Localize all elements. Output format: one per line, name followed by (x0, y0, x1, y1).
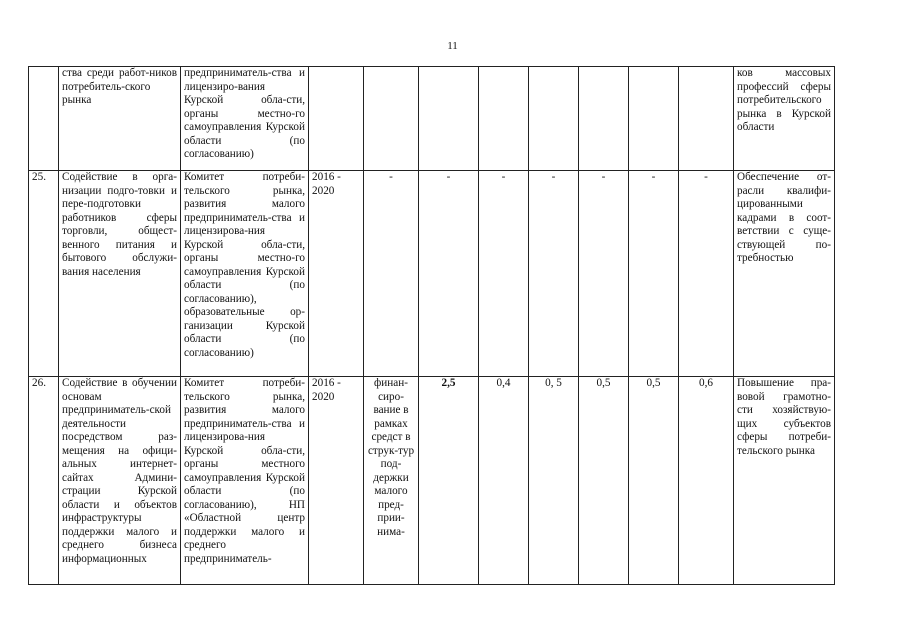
year-2017-cell (529, 67, 579, 171)
year-2016-cell: 0,4 (479, 377, 529, 585)
executors-cell: предприниматель-ства и лицензиро-вания Курской обла-сти, органы местно-го самоуправления Курской области (по согласованию) (181, 67, 309, 171)
year-2019-cell (629, 67, 679, 171)
funding-source-cell: - (364, 171, 419, 377)
year-2017-cell: - (529, 171, 579, 377)
total-cell: 2,5 (419, 377, 479, 585)
row-number: 25. (29, 171, 59, 377)
period-cell: 2016 - 2020 (309, 171, 364, 377)
program-measures-table (28, 66, 835, 585)
year-2020-cell (679, 67, 734, 171)
period-cell: 2016 - 2020 (309, 377, 364, 585)
year-2019-cell: - (629, 171, 679, 377)
table-row (29, 67, 835, 171)
activity-cell: ства среди работ-ников потребитель-ского рынка (59, 67, 181, 171)
total-cell (419, 67, 479, 171)
result-cell: Обеспечение от-расли квалифи-цированными кадрами в соот-ветствии с суще-ствующей по-требностью (734, 171, 835, 377)
year-2016-cell (479, 67, 529, 171)
result-cell: ков массовых профессий сферы потребительского рынка в Курской области (734, 67, 835, 171)
table-row (29, 171, 835, 377)
page-number: 11 (447, 40, 458, 52)
year-2016-cell: - (479, 171, 529, 377)
row-number: 26. (29, 377, 59, 585)
period-cell (309, 67, 364, 171)
year-2017-cell: 0, 5 (529, 377, 579, 585)
year-2018-cell (579, 67, 629, 171)
row-number (29, 67, 59, 171)
year-2018-cell: - (579, 171, 629, 377)
year-2019-cell: 0,5 (629, 377, 679, 585)
activity-cell: Содействие в орга-низации подго-товки и пере-подготовки работников сферы торговли, общест-венного питания и бытового обслужи-вания населения (59, 171, 181, 377)
result-cell: Повышение пра-вовой грамотно-сти хозяйствую-щих субъектов сферы потреби-тельского рынка (734, 377, 835, 585)
table-row (29, 377, 835, 585)
activity-cell: Содействие в обучении основам предприниматель-ской деятельности посредством раз-мещения на офици-альных интернет-сайтах Админи-страции Курской области и объектов инфраструктуры поддержки малого и среднего бизнеса информационных (59, 377, 181, 585)
funding-source-cell: финан-сиро-вание в рамках средст в струк-тур под-держки малого пред-прии-нима- (364, 377, 419, 585)
executors-cell: Комитет потреби-тельского рынка, развития малого предприниматель-ства и лицензирова-ния Курской обла-сти, органы местного самоуправления Курской области (по согласованию), НП «Областной центр поддержки малого и среднего предприниматель- (181, 377, 309, 585)
year-2020-cell: - (679, 171, 734, 377)
year-2018-cell: 0,5 (579, 377, 629, 585)
total-cell: - (419, 171, 479, 377)
executors-cell: Комитет потреби-тельского рынка, развития малого предприниматель-ства и лицензирова-ния Курской обла-сти, органы местно-го самоуправления Курской области (по согласованию), образовательные ор-ганизации Курской области (по согласованию) (181, 171, 309, 377)
year-2020-cell: 0,6 (679, 377, 734, 585)
funding-source-cell (364, 67, 419, 171)
